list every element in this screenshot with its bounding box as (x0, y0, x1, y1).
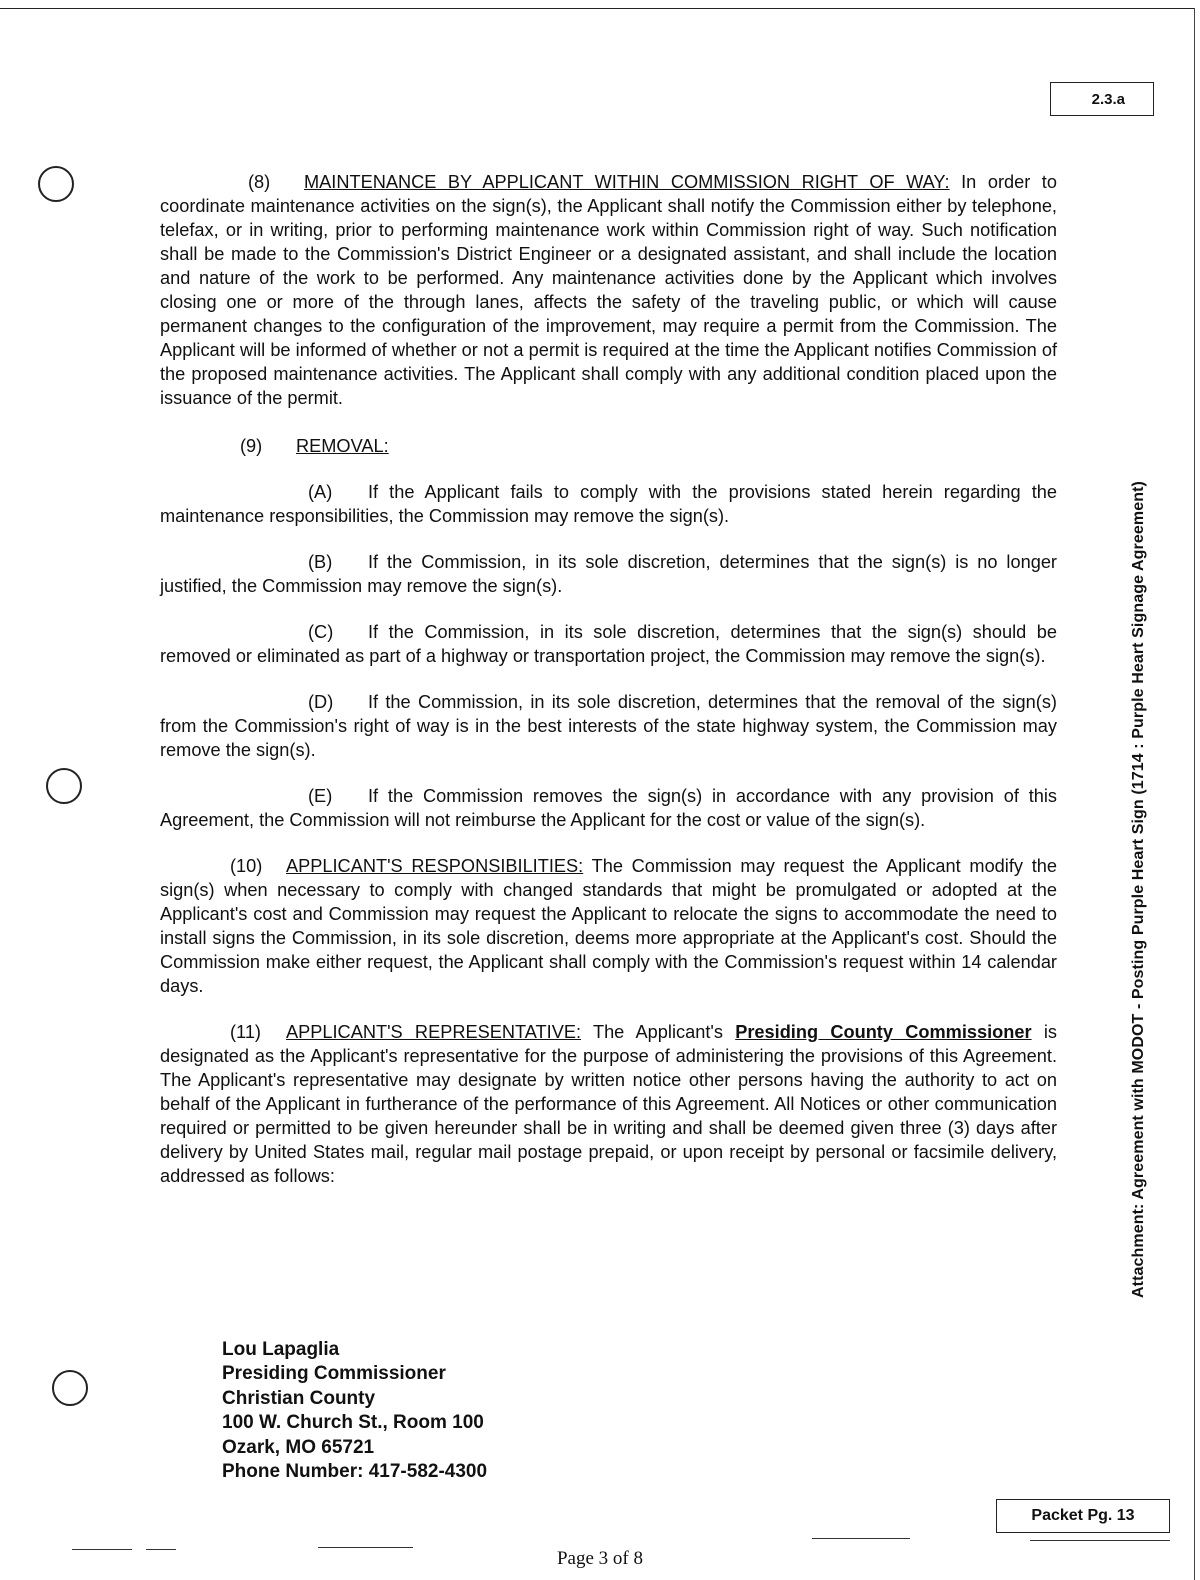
removal-item-d (160, 690, 1057, 762)
removal-item-c (160, 620, 1057, 668)
removal-item-e (160, 784, 1057, 832)
section-11 (160, 1020, 1057, 1188)
item-label: (D) (308, 692, 334, 712)
removal-item-b (160, 550, 1057, 598)
page-number: Page 3 of 8 (556, 1548, 643, 1569)
section-number: (9) (240, 436, 263, 456)
footer-dash (812, 1538, 910, 1539)
punch-hole-bottom (52, 1370, 88, 1406)
section-heading: APPLICANT'S REPRESENTATIVE: (286, 1022, 582, 1042)
item-text: If the Commission, in its sole discretion, determines that the removal of the sign(s) from the Commission's right of way is in the best interests of the state highway system, the Commission may remove the sign(s). (160, 692, 1057, 760)
item-label: (B) (308, 552, 333, 572)
address-city: Ozark, MO 65721 (222, 1436, 375, 1458)
footer-dash (1030, 1540, 1170, 1541)
section-number: (10) (230, 856, 263, 876)
notice-address-block (222, 1338, 487, 1484)
section-heading: APPLICANT'S RESPONSIBILITIES: (286, 856, 584, 876)
section-body: The Commission may request the Applicant modify the sign(s) when necessary to comply with changed standards that might be promulgated or adopted at the Applicant's cost and Commission may request the Applicant to relocate the signs to accommodate the need to install signs the Commission, in its sole discretion, deems more appropriate at the Applicant's cost. Should the Commission make either request, the Applicant shall comply with the Commission's request within 14 calendar days. (160, 856, 1057, 996)
address-title: Presiding Commissioner (222, 1363, 446, 1385)
packet-page-label: Packet Pg. 13 (996, 1499, 1170, 1533)
section-number: (8) (248, 172, 271, 192)
item-text: If the Commission, in its sole discretion, determines that the sign(s) is no longer justified, the Commission may remove the sign(s). (160, 552, 1057, 596)
address-street: 100 W. Church St., Room 100 (222, 1412, 484, 1434)
document-body (160, 170, 1057, 1188)
section-lead: The Applicant's (592, 1022, 723, 1042)
address-name: Lou Lapaglia (222, 1339, 340, 1360)
punch-hole-middle (46, 768, 82, 804)
representative-designee: Presiding County Commissioner (735, 1022, 1032, 1042)
item-label: (E) (308, 786, 333, 806)
top-border-line (0, 8, 1195, 9)
section-heading: MAINTENANCE BY APPLICANT WITHIN COMMISSION RIGHT OF WAY: (304, 172, 950, 192)
item-label: (C) (308, 622, 334, 642)
item-text: If the Commission, in its sole discretion, determines that the sign(s) should be removed or eliminated as part of a highway or transportation project, the Commission may remove the sign(s). (160, 622, 1057, 666)
section-10 (160, 854, 1057, 998)
item-text: If the Applicant fails to comply with the provisions stated herein regarding the maintenance responsibilities, the Commission may remove the sign(s). (160, 482, 1057, 526)
section-8 (160, 170, 1057, 410)
section-number: (11) (230, 1022, 261, 1042)
agenda-tag: 2.3.a (1050, 82, 1154, 116)
section-9 (160, 434, 1057, 458)
section-body: In order to coordinate maintenance activities on the sign(s), the Applicant shall notify the Commission either by telephone, telefax, or in writing, prior to performing maintenance work within Commission right of way. Such notification shall be made to the Commission's District Engineer or a designated assistant, and shall include the location and nature of the work to be performed. Any maintenance activities done by the Applicant which involves closing one or more of the through lanes, affects the safety of the traveling public, or which will cause permanent changes to the configuration of the improvement, may require a permit from the Commission. The Applicant will be informed of whether or not a permit is required at the time the Applicant notifies Commission of the proposed maintenance activities. The Applicant shall comply with any additional condition placed upon the issuance of the permit. (160, 172, 1057, 408)
right-border-line (1194, 8, 1195, 1580)
address-phone: Phone Number: 417-582-4300 (222, 1461, 488, 1483)
section-heading: REMOVAL: (296, 436, 389, 456)
address-org: Christian County (222, 1387, 376, 1409)
removal-item-a (160, 480, 1057, 528)
item-label: (A) (308, 482, 333, 502)
punch-hole-top (38, 166, 74, 202)
side-attachment-label: Attachment: Agreement with MODOT - Posting Purple Heart Sign (1714 : Purple Heart Signage Agreement) (1130, 481, 1147, 1298)
item-text: If the Commission removes the sign(s) in accordance with any provision of this Agreement, the Commission will not reimburse the Applicant for the cost or value of the sign(s). (160, 786, 1057, 830)
section-body: is designated as the Applicant's representative for the purpose of administering the provisions of this Agreement. The Applicant's representative may designate by written notice other persons having the authority to act on behalf of the Applicant in furtherance of the performance of this Agreement. All Notices or other communication required or permitted to be given hereunder shall be in writing and shall be deemed given three (3) days after delivery by United States mail, regular mail postage prepaid, or upon receipt by personal or facsimile delivery, addressed as follows: (160, 1022, 1057, 1186)
